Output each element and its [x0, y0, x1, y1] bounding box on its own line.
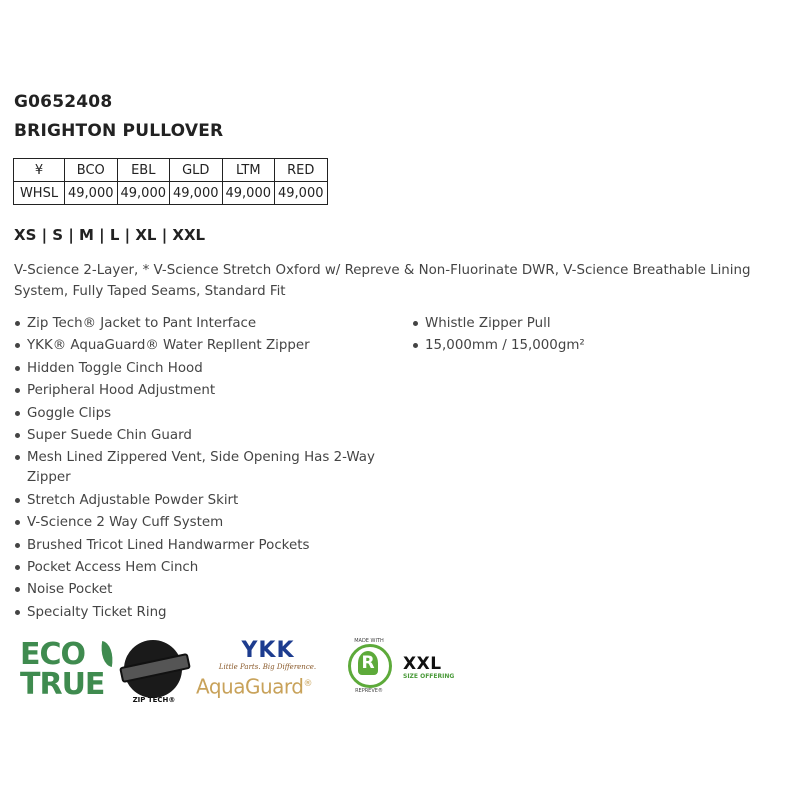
- ykk-brand: YKK: [241, 638, 295, 663]
- feature-item: 15,000mm / 15,000gm²: [412, 336, 782, 356]
- feature-item: Brushed Tricot Lined Handwarmer Pockets: [14, 536, 384, 556]
- repreve-logo: [346, 640, 392, 702]
- price-cell: 49,000: [170, 182, 223, 205]
- feature-item: Whistle Zipper Pull: [412, 314, 782, 334]
- price-header-color: LTM: [222, 159, 275, 182]
- ykk-tagline: Little Parts. Big Difference.: [218, 663, 317, 671]
- product-name: BRIGHTON PULLOVER: [14, 121, 224, 141]
- feature-item: Stretch Adjustable Powder Skirt: [14, 491, 384, 511]
- eco-true-logo: [20, 637, 120, 702]
- zip-tech-label: ZIP TECH®: [132, 696, 176, 704]
- product-code: G0652408: [14, 92, 113, 112]
- price-cell: 49,000: [65, 182, 118, 205]
- price-cell: 49,000: [222, 182, 275, 205]
- xxl-big-text: XXL: [403, 654, 442, 674]
- price-header-color: EBL: [117, 159, 170, 182]
- repreve-top-text: MADE WITH: [354, 638, 384, 644]
- feature-item: V-Science 2 Way Cuff System: [14, 513, 384, 533]
- aquaguard-wordmark: [196, 672, 341, 699]
- registered-mark: ®: [303, 679, 312, 689]
- feature-item: Zip Tech® Jacket to Pant Interface: [14, 314, 384, 334]
- repreve-letter: R: [358, 651, 378, 675]
- price-header-color: GLD: [170, 159, 223, 182]
- price-header-currency: ¥: [14, 159, 65, 182]
- xxl-size-offering-logo: [403, 655, 463, 685]
- feature-item: Noise Pocket: [14, 580, 384, 600]
- price-cell: 49,000: [117, 182, 170, 205]
- price-table-header-row: [14, 159, 328, 182]
- feature-item: Specialty Ticket Ring: [14, 603, 384, 623]
- repreve-bottom-text: REPREVE®: [355, 688, 383, 694]
- feature-list-left: [14, 314, 384, 625]
- product-description: V-Science 2-Layer, * V-Science Stretch Oxford w/ Repreve & Non-Fluorinate DWR, V-Science Breathable Lining System, Fully Taped Seams, Standard Fit: [14, 263, 751, 299]
- feature-item: Goggle Clips: [14, 404, 384, 424]
- feature-item: Peripheral Hood Adjustment: [14, 381, 384, 401]
- feature-item: Mesh Lined Zippered Vent, Side Opening Has 2-Way Zipper: [14, 448, 384, 488]
- feature-item: Hidden Toggle Cinch Hood: [14, 359, 384, 379]
- feature-list-right: [412, 314, 782, 359]
- feature-item: Super Suede Chin Guard: [14, 426, 384, 446]
- feature-item: Pocket Access Hem Cinch: [14, 558, 384, 578]
- eco-logo-line2: TRUE: [20, 667, 105, 702]
- xxl-small-text: SIZE OFFERING: [403, 673, 455, 680]
- zip-tech-logo: [120, 638, 188, 706]
- price-table: [13, 158, 328, 205]
- eco-logo-line1: ECO: [20, 637, 86, 672]
- size-range: XS | S | M | L | XL | XXL: [14, 226, 206, 244]
- price-cell: 49,000: [275, 182, 328, 205]
- price-row-label: WHSL: [14, 182, 65, 205]
- price-header-color: BCO: [65, 159, 118, 182]
- price-table-row: [14, 182, 328, 205]
- feature-item: YKK® AquaGuard® Water Repllent Zipper: [14, 336, 384, 356]
- aquaguard-text: AquaGuard: [196, 674, 304, 699]
- price-header-color: RED: [275, 159, 328, 182]
- ykk-aquaguard-logo: [196, 640, 341, 700]
